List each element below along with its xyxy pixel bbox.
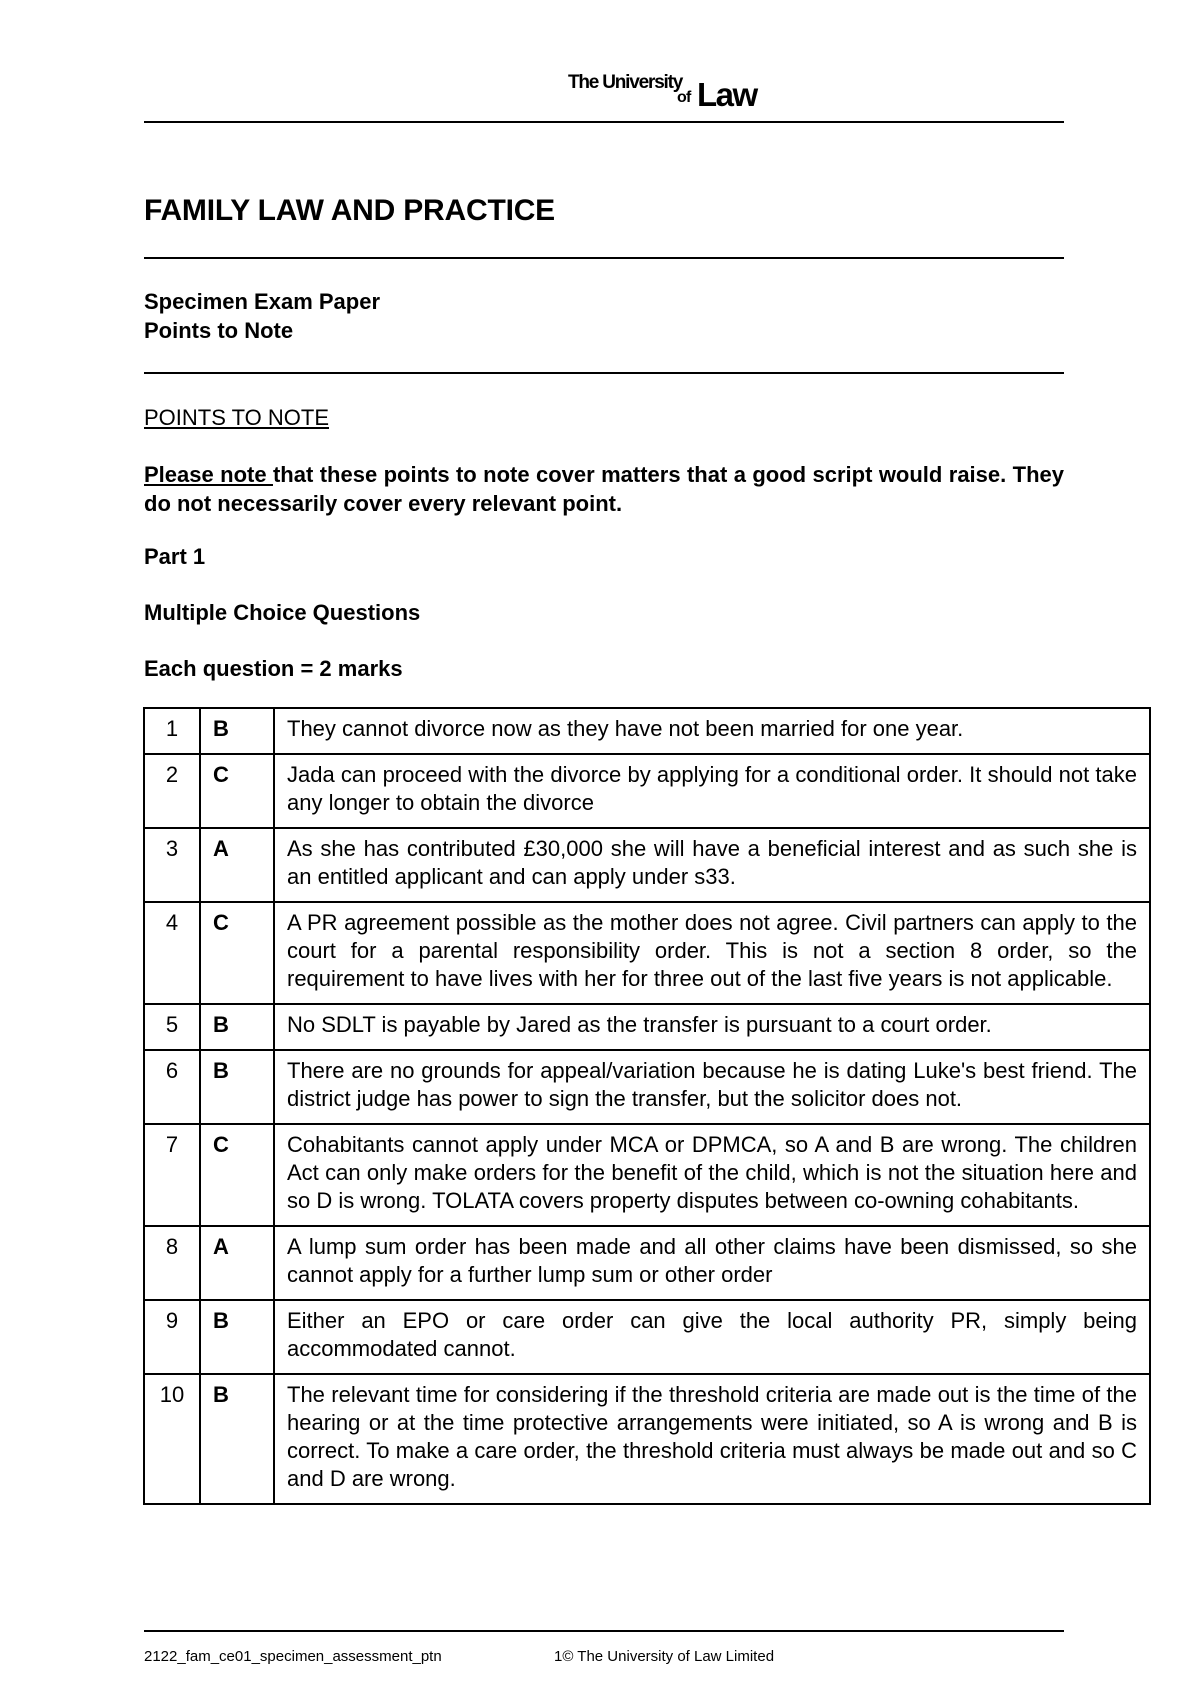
footer-copyright: 1© The University of Law Limited	[554, 1648, 775, 1665]
answer-letter: C	[200, 1124, 274, 1226]
marks-line: Each question = 2 marks	[144, 656, 403, 681]
question-number: 1	[144, 708, 200, 754]
table-row	[144, 708, 1150, 754]
table-row	[144, 1300, 1150, 1374]
answers-table	[143, 707, 1151, 1505]
answer-explanation: A PR agreement possible as the mother does not agree. Civil partners can apply to the court for a parental responsibility order. This is not a section 8 order, so the requirement to have lives with her for three out of the last five years is not applicable.	[274, 902, 1150, 1004]
table-row	[144, 1050, 1150, 1124]
question-number: 9	[144, 1300, 200, 1374]
table-row	[144, 828, 1150, 902]
answer-letter: A	[200, 828, 274, 902]
answer-explanation: As she has contributed £30,000 she will have a beneficial interest and as such she is an entitled applicant and can apply under s33.	[274, 828, 1150, 902]
note-body: that these points to note cover matters that a good script would raise. They do not necessarily cover every relevant point.	[144, 462, 1065, 516]
question-number: 7	[144, 1124, 200, 1226]
note-paragraph	[144, 460, 1064, 518]
page-title: FAMILY LAW AND PRACTICE	[144, 194, 555, 227]
divider	[144, 121, 1064, 123]
answer-letter: B	[200, 1300, 274, 1374]
answer-explanation: There are no grounds for appeal/variation because he is dating Luke's best friend. The district judge has power to sign the transfer, but the solicitor does not.	[274, 1050, 1150, 1124]
answer-explanation: Jada can proceed with the divorce by applying for a conditional order. It should not take any longer to obtain the divorce	[274, 754, 1150, 828]
answer-explanation: They cannot divorce now as they have not been married for one year.	[274, 708, 1150, 754]
answer-letter: C	[200, 754, 274, 828]
answer-letter: C	[200, 902, 274, 1004]
answer-explanation: Either an EPO or care order can give the local authority PR, simply being accommodated cannot.	[274, 1300, 1150, 1374]
logo-text-the-university: The University	[568, 72, 683, 93]
answer-explanation: No SDLT is payable by Jared as the transfer is pursuant to a court order.	[274, 1004, 1150, 1050]
answer-letter: B	[200, 708, 274, 754]
table-row	[144, 1124, 1150, 1226]
logo-text-of: of	[677, 89, 691, 106]
answer-explanation: The relevant time for considering if the threshold criteria are made out is the time of the hearing or at the time protective arrangements were initiated, so A is wrong and B is correct. To make a care order, the threshold criteria must always be made out and so C and D are wrong.	[274, 1374, 1150, 1504]
table-row	[144, 1226, 1150, 1300]
divider	[144, 372, 1064, 374]
subtitle-exam-paper: Specimen Exam Paper	[144, 289, 381, 314]
note-lead: Please note	[144, 462, 273, 487]
answer-letter: B	[200, 1004, 274, 1050]
footer-divider	[144, 1630, 1064, 1632]
question-number: 6	[144, 1050, 200, 1124]
question-number: 3	[144, 828, 200, 902]
table-row	[144, 1374, 1150, 1504]
question-number: 10	[144, 1374, 200, 1504]
part-label: Part 1	[144, 544, 206, 569]
answer-letter: B	[200, 1374, 274, 1504]
answer-letter: B	[200, 1050, 274, 1124]
question-number: 5	[144, 1004, 200, 1050]
table-row	[144, 902, 1150, 1004]
table-row	[144, 1004, 1150, 1050]
answer-explanation: Cohabitants cannot apply under MCA or DPMCA, so A and B are wrong. The children Act can only make orders for the benefit of the child, which is not the situation here and so D is wrong. TOLATA covers property disputes between co-owning cohabitants.	[274, 1124, 1150, 1226]
divider	[144, 257, 1064, 259]
table-row	[144, 754, 1150, 828]
question-number: 8	[144, 1226, 200, 1300]
question-number: 4	[144, 902, 200, 1004]
section-heading: POINTS TO NOTE	[144, 405, 329, 430]
answer-explanation: A lump sum order has been made and all other claims have been dismissed, so she cannot apply for a further lump sum or other order	[274, 1226, 1150, 1300]
logo-text-law: Law	[697, 76, 757, 113]
footer-reference: 2122_fam_ce01_specimen_assessment_ptn	[144, 1648, 442, 1665]
mcq-heading: Multiple Choice Questions	[144, 600, 421, 625]
subtitle-points-to-note: Points to Note	[144, 318, 294, 343]
answer-letter: A	[200, 1226, 274, 1300]
question-number: 2	[144, 754, 200, 828]
university-logo	[568, 72, 778, 112]
